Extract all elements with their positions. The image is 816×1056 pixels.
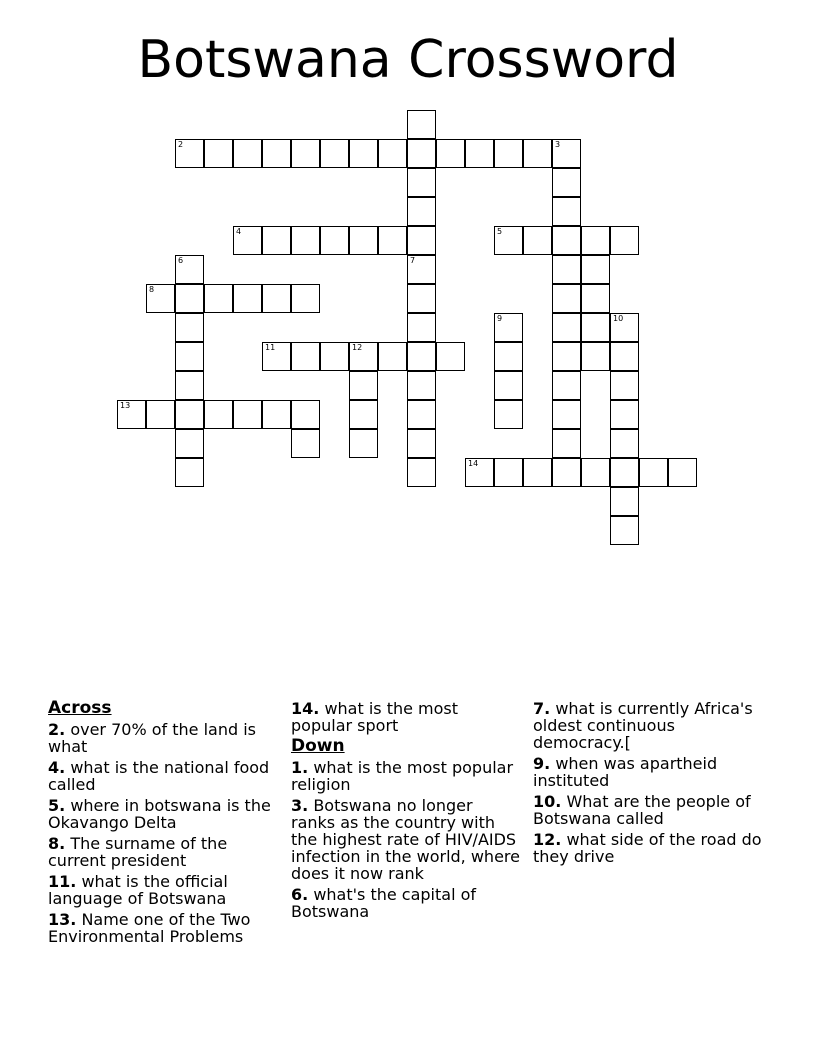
grid-cell[interactable] (175, 313, 204, 342)
clue-number: 12 (352, 343, 363, 352)
grid-cell[interactable] (581, 342, 610, 371)
grid-cell[interactable] (233, 284, 262, 313)
grid-cell[interactable] (581, 284, 610, 313)
grid-cell[interactable] (552, 284, 581, 313)
grid-cell[interactable] (610, 371, 639, 400)
clue-number: 8 (149, 285, 155, 294)
grid-cell[interactable] (291, 429, 320, 458)
grid-cell[interactable] (175, 342, 204, 371)
grid-cell[interactable] (494, 400, 523, 429)
grid-cell[interactable] (494, 458, 523, 487)
grid-cell[interactable] (610, 400, 639, 429)
grid-cell[interactable] (175, 429, 204, 458)
clue-number: 11 (265, 343, 276, 352)
grid-cell[interactable] (610, 313, 639, 342)
grid-cell[interactable] (494, 313, 523, 342)
clue-number: 3 (555, 140, 561, 149)
grid-cell[interactable] (204, 284, 233, 313)
page-title: Botswana Crossword (137, 30, 679, 90)
clue-number: 14 (468, 459, 479, 468)
clue-down-10: 10. What are the people of Botswana called (533, 792, 751, 828)
grid-cell[interactable] (465, 139, 494, 168)
grid-cell[interactable] (175, 255, 204, 284)
grid-cell[interactable] (494, 342, 523, 371)
grid-cell[interactable] (581, 255, 610, 284)
grid-cell[interactable] (291, 284, 320, 313)
clues-column-3 (533, 700, 763, 869)
grid-cell[interactable] (465, 458, 494, 487)
grid-cell[interactable] (378, 226, 407, 255)
grid-cell[interactable] (349, 139, 378, 168)
grid-cell[interactable] (610, 458, 639, 487)
grid-cell[interactable] (552, 226, 581, 255)
grid-cell[interactable] (494, 139, 523, 168)
grid-cell[interactable] (349, 226, 378, 255)
clues-column-2 (291, 700, 521, 924)
grid-cell[interactable] (407, 226, 436, 255)
grid-cell[interactable] (523, 458, 552, 487)
clue-down-12: 12. what side of the road do they drive (533, 830, 762, 866)
grid-cell[interactable] (175, 458, 204, 487)
clue-down-3: 3. Botswana no longer ranks as the country with the highest rate of HIV/AIDS infection in the world, where does it now rank (291, 796, 520, 883)
grid-cell[interactable] (610, 226, 639, 255)
clue-number: 10 (613, 314, 624, 323)
grid-cell[interactable] (262, 400, 291, 429)
grid-cell[interactable] (552, 342, 581, 371)
grid-cell[interactable] (175, 371, 204, 400)
clue-down-7: 7. what is currently Africa's oldest continuous democracy.[ (533, 699, 753, 752)
across-header: Across (48, 698, 112, 718)
clue-across-14: 14. what is the most popular sport (291, 699, 459, 735)
grid-cell[interactable] (291, 400, 320, 429)
grid-cell[interactable] (378, 139, 407, 168)
grid-cell[interactable] (552, 371, 581, 400)
grid-cell[interactable] (552, 400, 581, 429)
grid-cell[interactable] (407, 168, 436, 197)
clues-column-1 (48, 700, 278, 949)
grid-cell[interactable] (407, 197, 436, 226)
grid-cell[interactable] (349, 342, 378, 371)
grid-cell[interactable] (407, 110, 436, 139)
grid-cell[interactable] (494, 371, 523, 400)
grid-cell[interactable] (175, 400, 204, 429)
clue-down-6: 6. what's the capital of Botswana (291, 885, 477, 921)
grid-cell[interactable] (610, 487, 639, 516)
grid-cell[interactable] (610, 516, 639, 545)
grid-cell[interactable] (204, 400, 233, 429)
grid-cell[interactable] (291, 226, 320, 255)
grid-cell[interactable] (407, 139, 436, 168)
grid-cell[interactable] (407, 284, 436, 313)
grid-cell[interactable] (117, 400, 146, 429)
grid-cell[interactable] (262, 284, 291, 313)
clue-down-9: 9. when was apartheid instituted (533, 754, 718, 790)
grid-cell[interactable] (407, 313, 436, 342)
grid-cell[interactable] (610, 342, 639, 371)
grid-cell[interactable] (378, 342, 407, 371)
clue-number: 6 (178, 256, 184, 265)
grid-cell[interactable] (552, 168, 581, 197)
grid-cell[interactable] (552, 139, 581, 168)
clue-across-8: 8. The surname of the current president (48, 834, 228, 870)
grid-cell[interactable] (668, 458, 697, 487)
grid-cell[interactable] (639, 458, 668, 487)
clue-across-5: 5. where in botswana is the Okavango Delta (48, 796, 271, 832)
grid-cell[interactable] (407, 342, 436, 371)
clue-across-11: 11. what is the official language of Botswana (48, 872, 228, 908)
grid-cell[interactable] (552, 458, 581, 487)
grid-cell[interactable] (233, 400, 262, 429)
grid-cell[interactable] (552, 197, 581, 226)
down-header: Down (291, 736, 345, 756)
grid-cell[interactable] (407, 458, 436, 487)
grid-cell[interactable] (349, 400, 378, 429)
grid-cell[interactable] (233, 139, 262, 168)
clue-across-13: 13. Name one of the Two Environmental Problems (48, 910, 251, 946)
grid-cell[interactable] (552, 255, 581, 284)
grid-cell[interactable] (291, 139, 320, 168)
grid-cell[interactable] (146, 284, 175, 313)
grid-cell[interactable] (407, 400, 436, 429)
clue-number: 13 (120, 401, 131, 410)
grid-cell[interactable] (233, 226, 262, 255)
grid-cell[interactable] (262, 139, 291, 168)
grid-cell[interactable] (552, 429, 581, 458)
grid-cell[interactable] (320, 226, 349, 255)
grid-cell[interactable] (204, 139, 233, 168)
grid-cell[interactable] (407, 429, 436, 458)
grid-cell[interactable] (523, 226, 552, 255)
grid-cell[interactable] (175, 284, 204, 313)
grid-cell[interactable] (552, 313, 581, 342)
grid-cell[interactable] (349, 429, 378, 458)
grid-cell[interactable] (407, 255, 436, 284)
clue-down-1: 1. what is the most popular religion (291, 758, 514, 794)
grid-cell[interactable] (349, 371, 378, 400)
clue-number: 9 (497, 314, 503, 323)
grid-cell[interactable] (175, 139, 204, 168)
clue-number: 4 (236, 227, 242, 236)
grid-cell[interactable] (262, 226, 291, 255)
clue-number: 7 (410, 256, 416, 265)
grid-cell[interactable] (610, 429, 639, 458)
clue-across-2: 2. over 70% of the land is what (48, 720, 256, 756)
grid-cell[interactable] (291, 342, 320, 371)
grid-cell[interactable] (320, 342, 349, 371)
grid-cell[interactable] (262, 342, 291, 371)
clue-number: 2 (178, 140, 184, 149)
grid-cell[interactable] (436, 342, 465, 371)
clue-across-4: 4. what is the national food called (48, 758, 270, 794)
grid-cell[interactable] (494, 226, 523, 255)
grid-cell[interactable] (320, 139, 349, 168)
clue-number: 5 (497, 227, 503, 236)
grid-cell[interactable] (581, 313, 610, 342)
grid-cell[interactable] (523, 139, 552, 168)
grid-cell[interactable] (581, 226, 610, 255)
grid-cell[interactable] (146, 400, 175, 429)
grid-cell[interactable] (407, 371, 436, 400)
grid-cell[interactable] (581, 458, 610, 487)
grid-cell[interactable] (436, 139, 465, 168)
